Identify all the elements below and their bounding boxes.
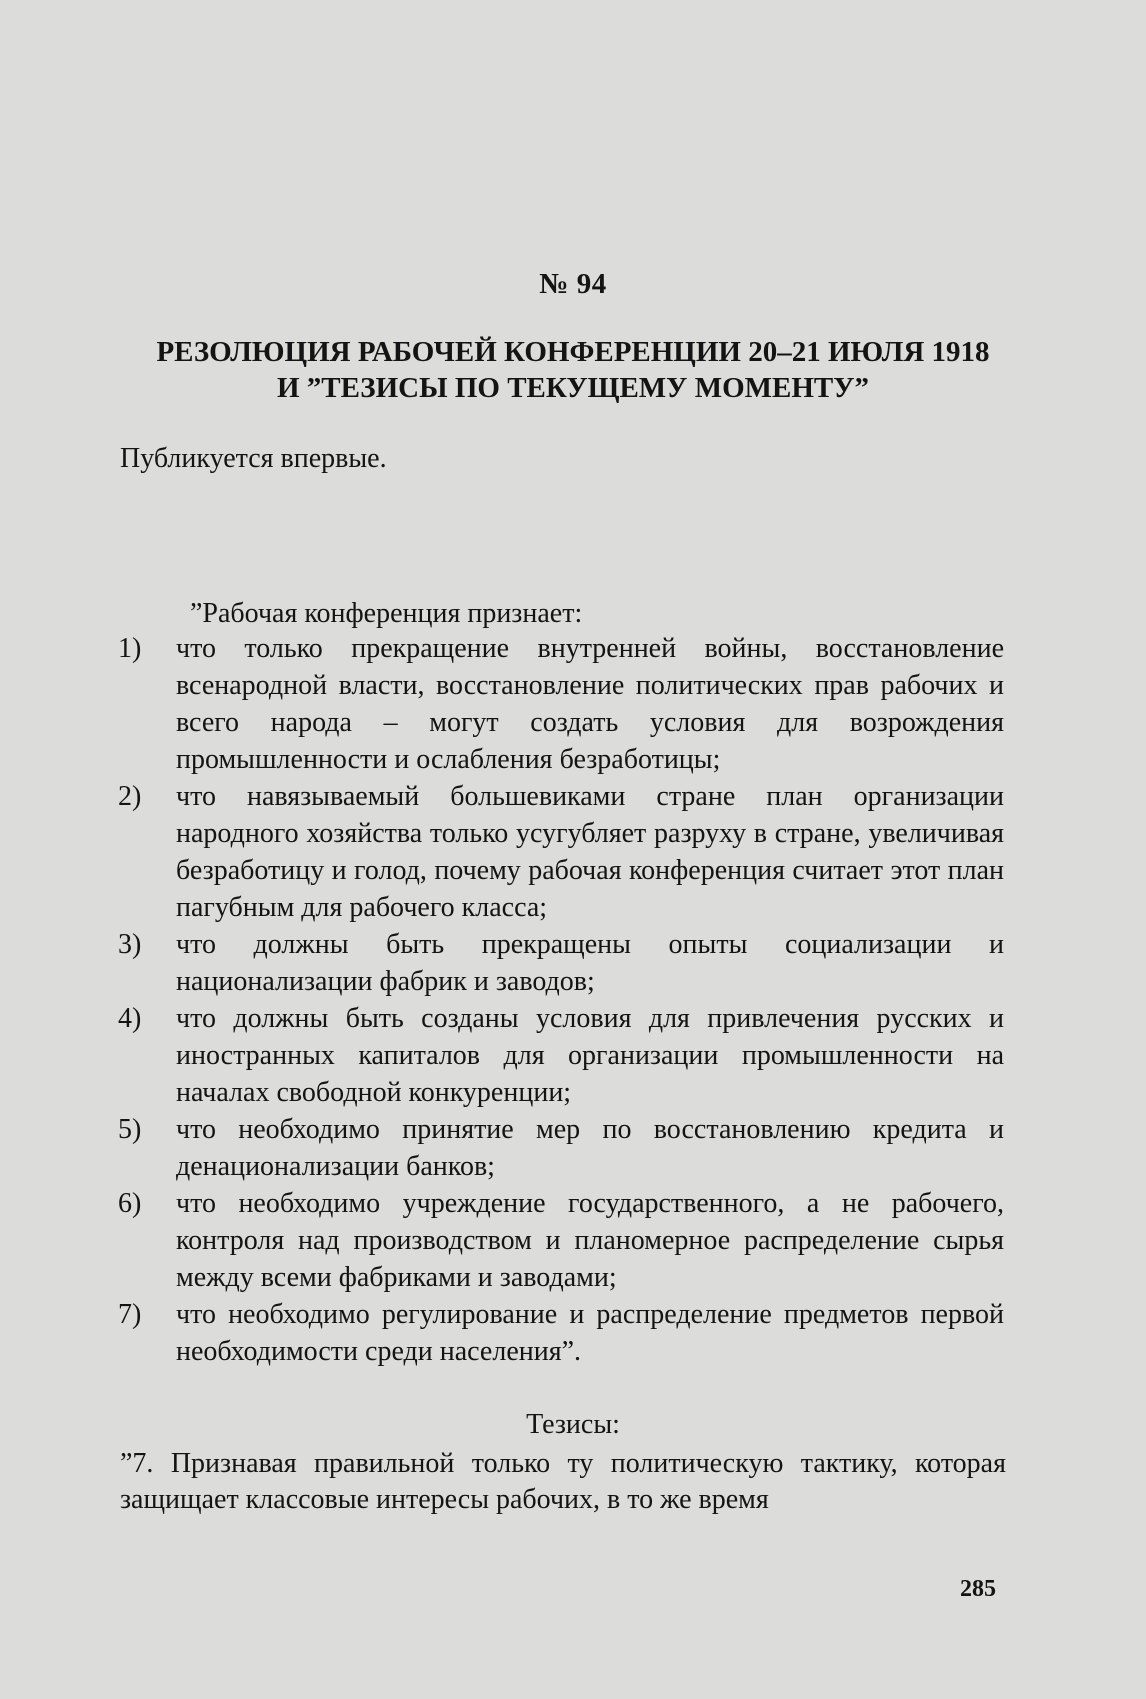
item-text: что необходимо регулирование и распределение предметов первой необходимости среди населения”. <box>176 1299 1004 1367</box>
title-line: И ”ТЕЗИСЫ ПО ТЕКУЩЕМУ МОМЕНТУ” <box>276 372 870 404</box>
publication-note: Публикуется впервые. <box>120 443 387 474</box>
theses-heading: Тезисы: <box>526 1409 620 1440</box>
item-number: 1) <box>118 633 142 664</box>
list-item <box>118 1111 1004 1185</box>
item-text: что должны быть прекращены опыты социализации и национализации фабрик и заводов; <box>176 929 1004 997</box>
document-title <box>120 334 1026 406</box>
page-number: 285 <box>960 1576 996 1602</box>
title-line: РЕЗОЛЮЦИЯ РАБОЧЕЙ КОНФЕРЕНЦИИ 20–21 ИЮЛЯ 1918 <box>156 336 990 368</box>
list-item <box>118 926 1004 1000</box>
item-text: что необходимо принятие мер по восстановлению кредита и денационализации банков; <box>176 1114 1004 1182</box>
item-text: что необходимо учреждение государственного, а не рабочего, контроля над производством и планомерное распределение сырья между всеми фабриками и заводами; <box>176 1188 1004 1293</box>
item-number: 7) <box>118 1299 142 1330</box>
list-item <box>118 630 1004 778</box>
item-text: что навязываемый большевиками стране план организации народного хозяйства только усугубляет разруху в стране, увеличивая безработицу и голод, почему рабочая конференция считает этот план пагубным для рабочего класса; <box>176 781 1004 923</box>
theses-text: ”7. Признавая правильной только ту политическую тактику, которая защищает классовые интересы рабочих, в то же время <box>120 1448 1006 1515</box>
resolution-list <box>118 630 1004 1370</box>
item-number: 3) <box>118 929 142 960</box>
item-number: 5) <box>118 1114 142 1145</box>
item-number: 2) <box>118 781 142 812</box>
list-item <box>118 778 1004 926</box>
resolution-intro: ”Рабочая конференция признает: <box>190 598 583 629</box>
item-text: что только прекращение внутренней войны, восстановление всенародной власти, восстановление политических прав рабочих и всего народа – могут создать условия для возрождения промышленности и ослабления безработицы; <box>176 633 1004 775</box>
item-text: что должны быть созданы условия для привлечения русских и иностранных капиталов для организации промышленности на началах свободной конкуренции; <box>176 1003 1004 1108</box>
item-number: 4) <box>118 1003 142 1034</box>
document-number: № 94 <box>539 268 607 300</box>
list-item <box>118 1296 1004 1370</box>
item-number: 6) <box>118 1188 142 1219</box>
list-item <box>118 1000 1004 1111</box>
list-item <box>118 1185 1004 1296</box>
